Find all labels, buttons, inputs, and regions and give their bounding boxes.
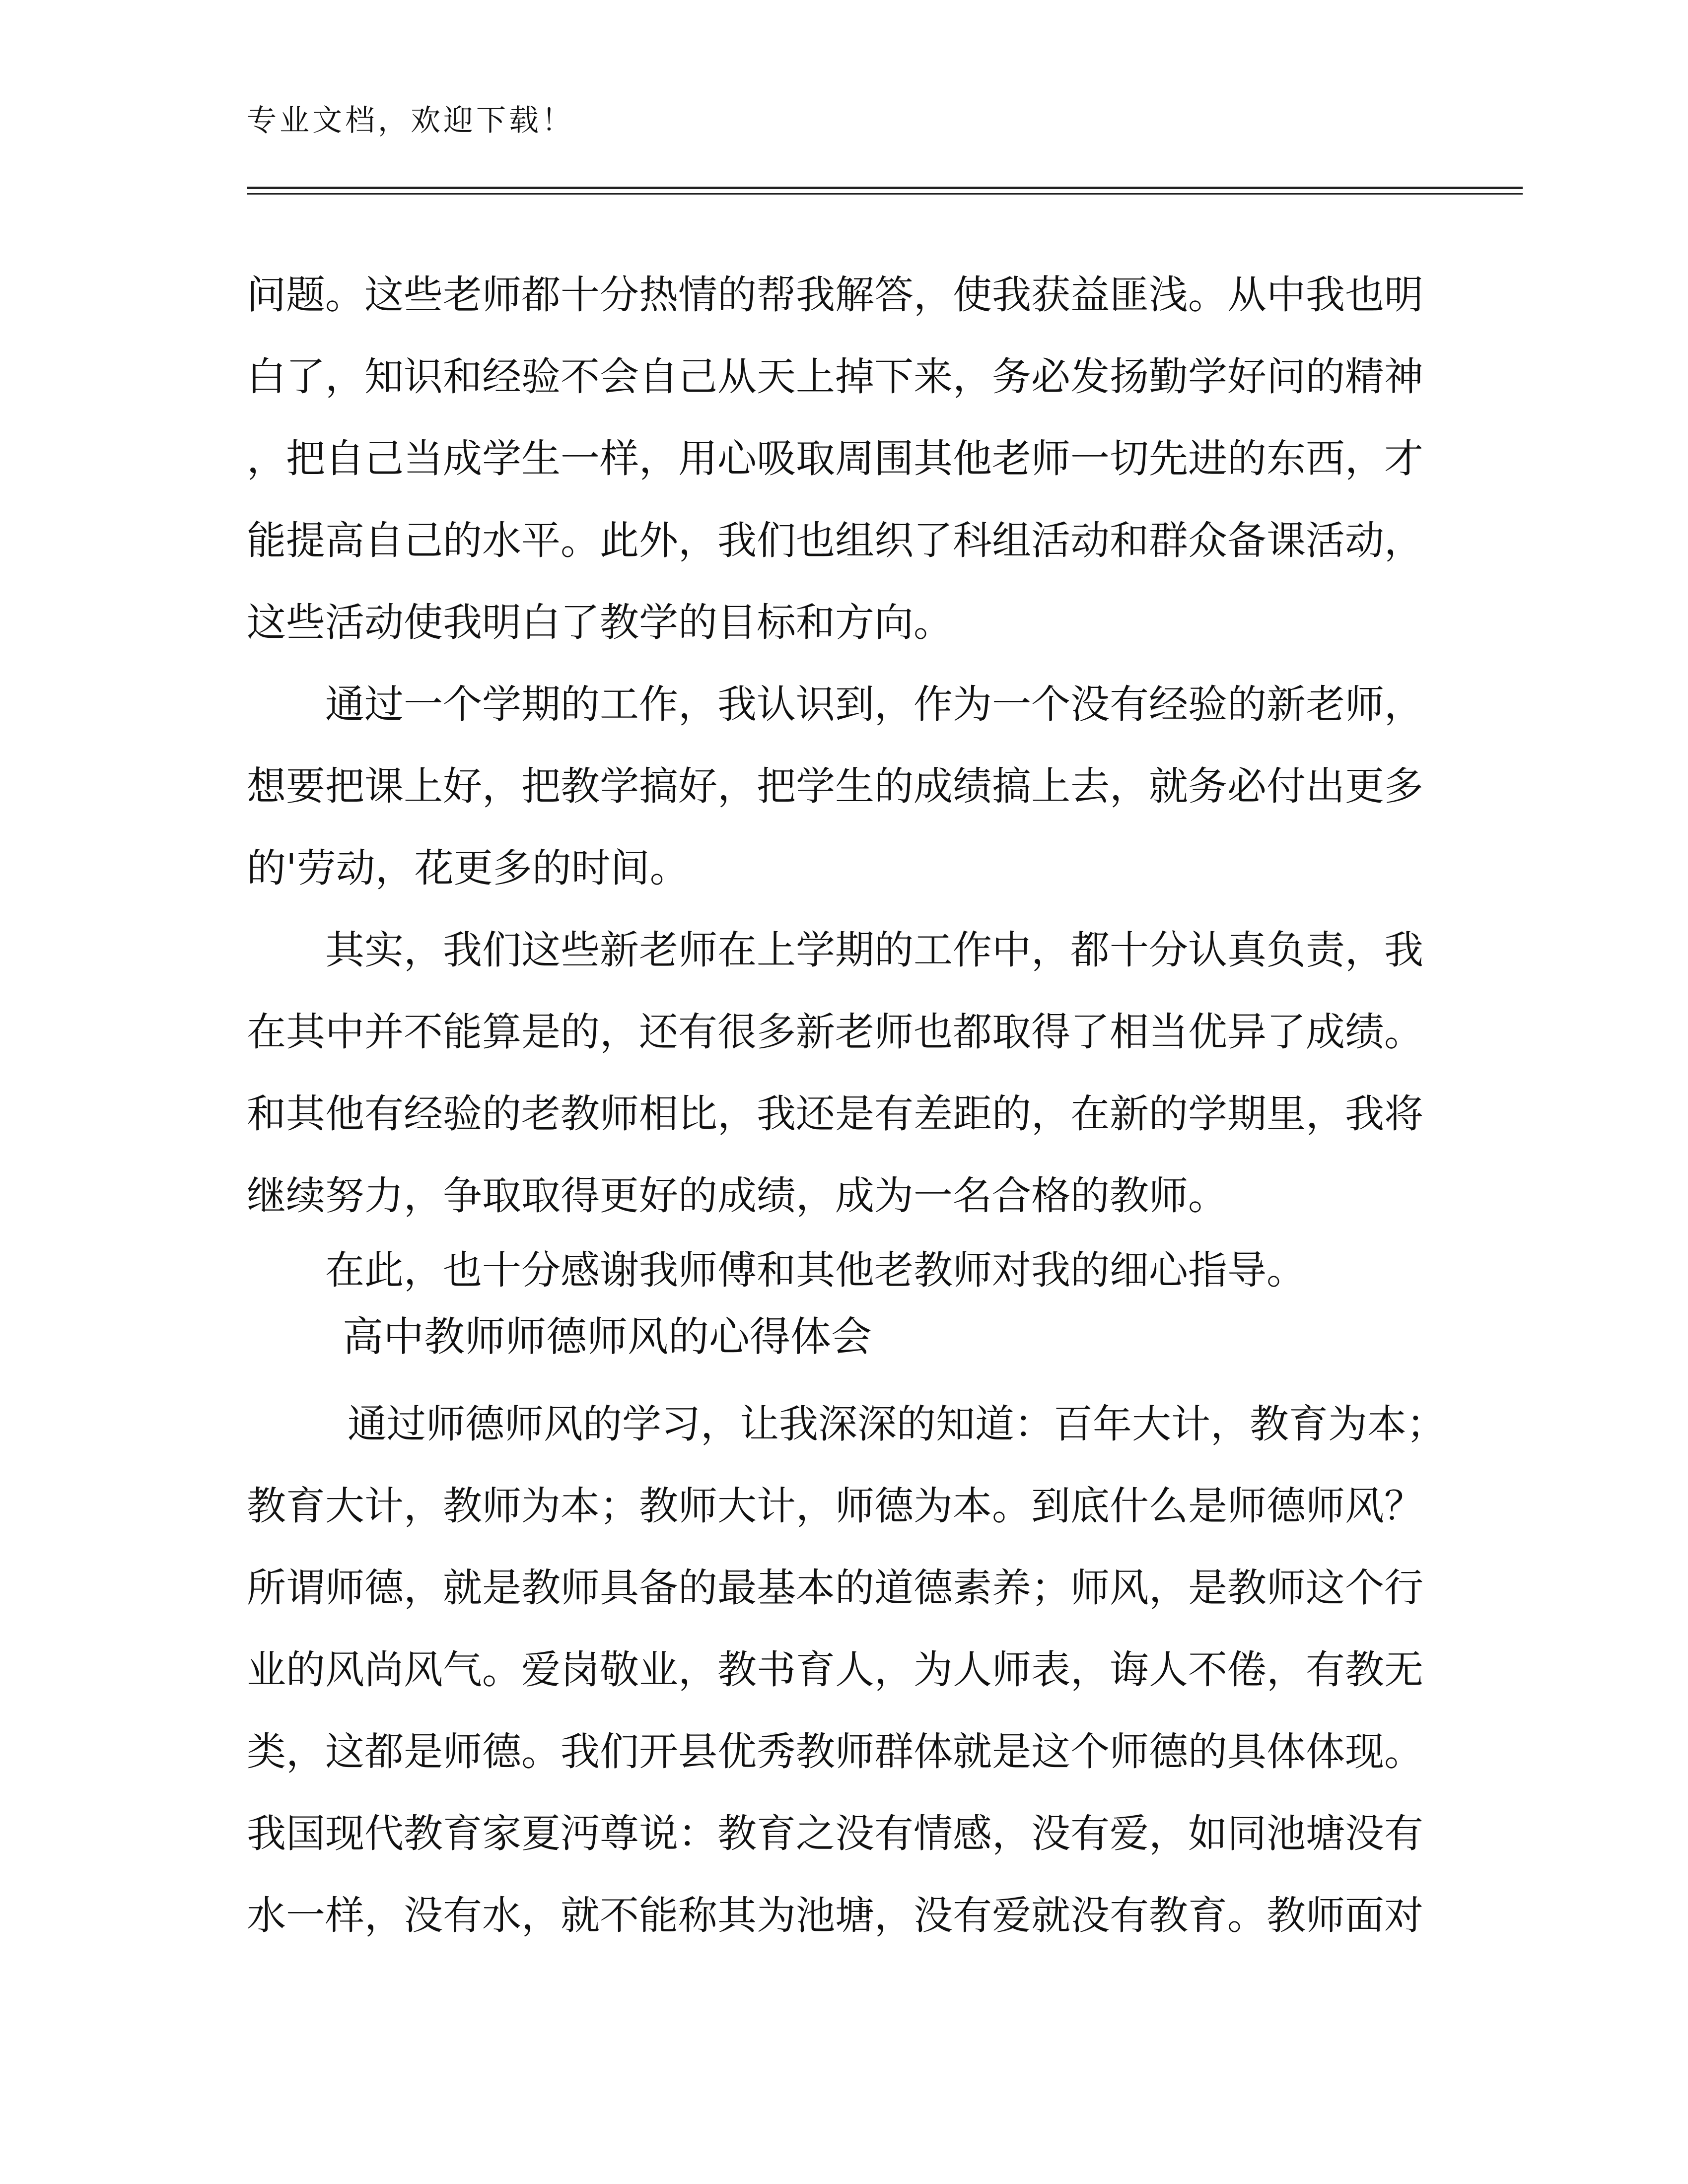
paragraph-line: ，把自己当成学生一样，用心吸取周围其他老师一切先进的东西，才 (247, 436, 1423, 481)
paragraph-line: 和其他有经验的老教师相比，我还是有差距的，在新的学期里，我将 (247, 1091, 1423, 1137)
paragraph-line: 白了，知识和经验不会自己从天上掉下来，务必发扬勤学好问的精神 (247, 354, 1423, 400)
paragraph-line: 我国现代教育家夏沔尊说：教育之没有情感，没有爱，如同池塘没有 (247, 1811, 1423, 1856)
paragraph-line: 想要把课上好，把教学搞好，把学生的成绩搞上去，就务必付出更多 (247, 763, 1423, 809)
paragraph-line: 继续努力，争取取得更好的成绩，成为一名合格的教师。 (247, 1173, 1227, 1219)
paragraph-line: 在此，也十分感谢我师傅和其他老教师对我的细心指导。 (325, 1247, 1306, 1293)
paragraph-line: 的'劳动，花更多的时间。 (247, 845, 689, 891)
paragraph-line: 通过师德师风的学习，让我深深的知道：百年大计，教育为本； (348, 1401, 1446, 1447)
header-rule-thin (247, 193, 1523, 195)
paragraph-line: 水一样，没有水，就不能称其为池塘，没有爱就没有教育。教师面对 (247, 1893, 1423, 1938)
section-heading: 高中教师师德师风的心得体会 (343, 1313, 872, 1361)
paragraph-line: 所谓师德，就是教师具备的最基本的道德素养；师风，是教师这个行 (247, 1565, 1423, 1611)
paragraph-line: 通过一个学期的工作，我认识到，作为一个没有经验的新老师， (325, 682, 1423, 727)
paragraph-line: 类，这都是师德。我们开县优秀教师群体就是这个师德的具体体现。 (247, 1729, 1423, 1774)
paragraph-line: 教育大计，教师为本；教师大计，师德为本。到底什么是师德师风？ (247, 1483, 1423, 1529)
paragraph-line: 问题。这些老师都十分热情的帮我解答，使我获益匪浅。从中我也明 (247, 272, 1423, 318)
paragraph-line: 在其中并不能算是的，还有很多新老师也都取得了相当优异了成绩。 (247, 1009, 1423, 1055)
paragraph-line: 这些活动使我明白了教学的目标和方向。 (247, 600, 953, 645)
paragraph-line: 其实，我们这些新老师在上学期的工作中，都十分认真负责，我 (325, 927, 1423, 973)
paragraph-line: 业的风尚风气。爱岗敬业，教书育人，为人师表，诲人不倦，有教无 (247, 1647, 1423, 1693)
page-header: 专业文档，欢迎下载！ (247, 103, 574, 138)
header-rule-thick (247, 187, 1523, 189)
paragraph-line: 能提高自己的水平。此外，我们也组织了科组活动和群众备课活动， (247, 518, 1423, 563)
